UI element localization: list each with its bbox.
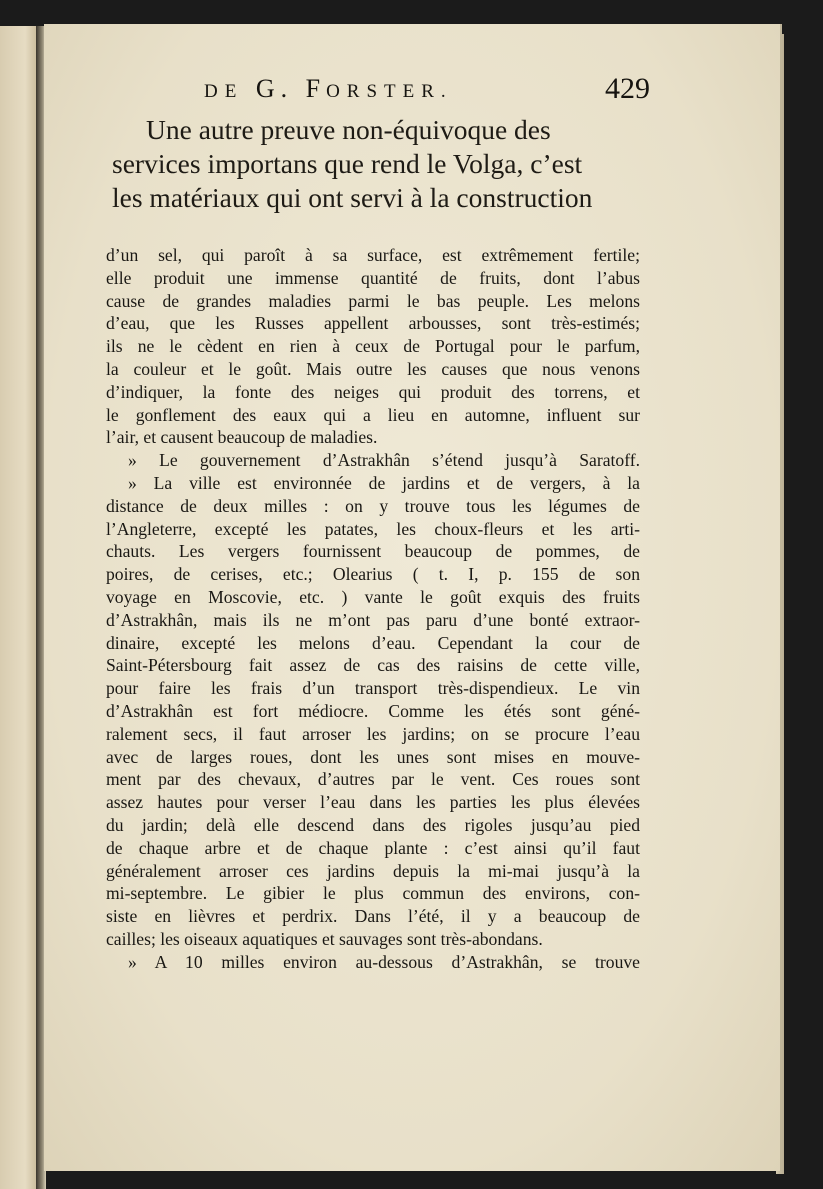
- offset-overprint-text: [112, 113, 672, 215]
- text-line: d’indiquer, la fonte des neiges qui produit des torrens, et: [106, 381, 640, 402]
- running-head-title: [204, 74, 453, 104]
- text-line: de chaque arbre et de chaque plante : c’est ainsi qu’il faut: [106, 837, 640, 858]
- body-text: [106, 244, 640, 974]
- text-line: cause de grandes maladies parmi le bas peuple. Les melons: [106, 290, 640, 311]
- overprint-line: services importans que rend le Volga, c’est: [112, 148, 583, 179]
- overprint-line: les matériaux qui ont servi à la construction: [112, 182, 593, 213]
- text-line: ralement secs, il faut arroser les jardins; on se procure l’eau: [106, 723, 640, 744]
- overprint-line: Une autre preuve non-équivoque des: [146, 114, 551, 145]
- text-line: poires, de cerises, etc.; Olearius ( t. I, p. 155 de son: [106, 564, 640, 585]
- text-line: du jardin; delà elle descend dans des rigoles jusqu’au pied: [106, 814, 640, 835]
- text-line: pour faire les frais d’un transport très-dispendieux. Le vin: [106, 678, 640, 699]
- text-line: chauts. Les vergers fournissent beaucoup de pommes, de: [106, 541, 640, 562]
- text-line: d’Astrakhân est fort médiocre. Comme les étés sont géné-: [106, 700, 640, 721]
- text-line: le gonflement des eaux qui a lieu en automne, influent sur: [106, 404, 640, 425]
- text-line: dinaire, excepté les melons d’eau. Cependant la cour de: [106, 632, 640, 653]
- text-line: distance de deux milles : on y trouve tous les légumes de: [106, 495, 640, 516]
- text-line: siste en lièvres et perdrix. Dans l’été, il y a beaucoup de: [106, 906, 640, 927]
- page-number: 429: [605, 72, 650, 105]
- text-line: » A 10 milles environ au-dessous d’Astrakhân, se trouve: [128, 951, 640, 972]
- text-line: la couleur et le goût. Mais outre les causes que nous venons: [106, 358, 640, 379]
- running-head: [204, 74, 674, 114]
- text-line: ils ne le cèdent en rien à ceux de Portugal pour le parfum,: [106, 336, 640, 357]
- text-line: d’eau, que les Russes appellent arbousses, sont très-estimés;: [106, 313, 640, 334]
- text-line: d’Astrakhân, mais ils ne m’ont pas paru d’une bonté extraor-: [106, 609, 640, 630]
- running-head-de: DE: [204, 81, 244, 102]
- text-line: avec de larges roues, dont les unes sont mises en mouve-: [106, 746, 640, 767]
- text-line: cailles; les oiseaux aquatiques et sauvages sont très-abondans.: [106, 928, 543, 949]
- text-line: d’un sel, qui paroît à sa surface, est extrêmement fertile;: [106, 245, 640, 265]
- text-line: » Le gouvernement d’Astrakhân s’étend jusqu’à Saratoff.: [128, 450, 640, 471]
- text-line: l’Angleterre, excepté les patates, les choux-fleurs et les arti-: [106, 518, 640, 539]
- text-line: elle produit une immense quantité de fruits, dont l’abus: [106, 267, 640, 288]
- text-line: assez hautes pour verser l’eau dans les parties les plus élevées: [106, 792, 640, 813]
- running-head-initial: G.: [255, 74, 294, 103]
- text-line: ment par des chevaux, d’autres par le vent. Ces roues sont: [106, 769, 640, 790]
- text-line: voyage en Moscovie, etc. ) vante le goût exquis des fruits: [106, 586, 640, 607]
- text-line: Saint-Pétersbourg fait assez de cas des raisins de cette ville,: [106, 655, 640, 676]
- text-line: l’air, et causent beaucoup de maladies.: [106, 427, 378, 448]
- text-line: généralement arroser ces jardins depuis la mi-mai jusqu’à la: [106, 860, 640, 881]
- left-page-edge: [0, 26, 38, 1189]
- text-line: mi-septembre. Le gibier le plus commun des environs, con-: [106, 883, 640, 904]
- text-line: » La ville est environnée de jardins et de vergers, à la: [128, 472, 640, 493]
- running-head-surname: ORSTER.: [326, 81, 453, 102]
- running-head-f: F: [305, 74, 327, 103]
